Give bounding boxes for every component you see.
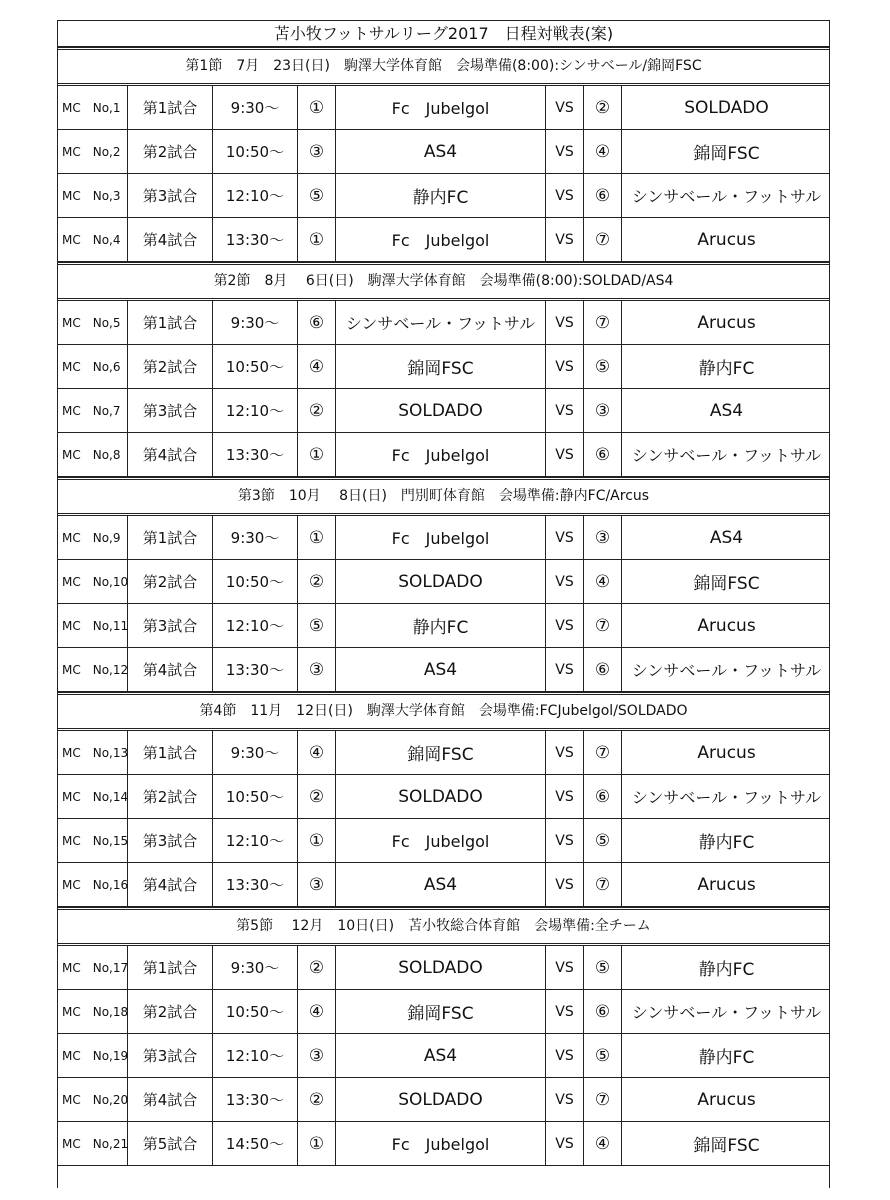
kickoff-time: 9:30〜: [213, 946, 298, 989]
home-team-number: ②: [298, 775, 336, 818]
schedule-sheet: [57, 20, 830, 1188]
away-team-name: シンサベール・フットサル: [631, 187, 822, 206]
away-team-name: シンサベール・フットサル: [631, 446, 822, 465]
kickoff-time: 13:30〜: [213, 1078, 298, 1121]
home-team-name: Fc Jubelgol: [336, 218, 546, 261]
away-team-name: Arucus: [697, 874, 756, 895]
match-row: [58, 345, 829, 389]
kickoff-time: 9:30〜: [213, 731, 298, 774]
away-team-name: 錦岡FSC: [693, 574, 760, 594]
home-team-name: AS4: [336, 863, 546, 906]
away-team-number: ③: [584, 516, 622, 559]
kickoff-time: 9:30〜: [213, 516, 298, 559]
versus-label: VS: [546, 863, 584, 906]
away-team-name: 静内FC: [698, 359, 755, 379]
home-team-number: ②: [298, 1078, 336, 1121]
away-team-name: Arucus: [697, 229, 756, 250]
away-team-name: シンサベール・フットサル: [631, 788, 822, 807]
section-header-1: 第1節 7月 23日(日) 駒澤大学体育館 会場準備(8:00):シンサベール/錦岡FSC: [58, 47, 829, 86]
versus-label: VS: [546, 1034, 584, 1077]
kickoff-time: 10:50〜: [213, 775, 298, 818]
away-team-number: ⑦: [584, 301, 622, 344]
home-team-name: 静内FC: [336, 604, 546, 647]
away-team-number: ⑦: [584, 604, 622, 647]
versus-label: VS: [546, 819, 584, 862]
home-team-name: Fc Jubelgol: [336, 819, 546, 862]
kickoff-time: 10:50〜: [213, 345, 298, 388]
away-team-number: ⑤: [584, 819, 622, 862]
versus-label: VS: [546, 218, 584, 261]
away-team-number: ⑥: [584, 990, 622, 1033]
game-label: 第1試合: [128, 301, 213, 344]
home-team-name: Fc Jubelgol: [336, 86, 546, 129]
section-header-5: 第5節 12月 10日(日) 苫小牧総合体育館 会場準備:全チーム: [58, 907, 829, 946]
away-team-name: 錦岡FSC: [693, 1136, 760, 1156]
match-row: [58, 946, 829, 990]
versus-label: VS: [546, 731, 584, 774]
away-team-name: AS4: [709, 400, 744, 421]
home-team-number: ③: [298, 648, 336, 691]
away-team-number: ⑤: [584, 1034, 622, 1077]
home-team-name: SOLDADO: [336, 389, 546, 432]
match-number: MC No,11: [58, 604, 128, 647]
match-row: [58, 301, 829, 345]
match-number: MC No,3: [58, 174, 128, 217]
home-team-number: ⑤: [298, 604, 336, 647]
away-team-number: ⑦: [584, 863, 622, 906]
kickoff-time: 12:10〜: [213, 604, 298, 647]
away-team-number: ②: [584, 86, 622, 129]
home-team-name: SOLDADO: [336, 560, 546, 603]
kickoff-time: 13:30〜: [213, 433, 298, 476]
versus-label: VS: [546, 648, 584, 691]
game-label: 第3試合: [128, 1034, 213, 1077]
game-label: 第2試合: [128, 345, 213, 388]
match-row: [58, 130, 829, 174]
home-team-number: ③: [298, 130, 336, 173]
away-team-number: ⑥: [584, 174, 622, 217]
versus-label: VS: [546, 433, 584, 476]
home-team-name: AS4: [336, 648, 546, 691]
game-label: 第4試合: [128, 863, 213, 906]
home-team-name: SOLDADO: [336, 1078, 546, 1121]
away-team-name: AS4: [709, 527, 744, 548]
away-team-number: ⑥: [584, 433, 622, 476]
home-team-number: ②: [298, 946, 336, 989]
away-team-number: ③: [584, 389, 622, 432]
match-row: [58, 863, 829, 907]
away-team-number: ⑦: [584, 218, 622, 261]
away-team-name: Arucus: [697, 615, 756, 636]
versus-label: VS: [546, 174, 584, 217]
match-number: MC No,7: [58, 389, 128, 432]
section-header-4: 第4節 11月 12日(日) 駒澤大学体育館 会場準備:FCJubelgol/SOLDADO: [58, 692, 829, 731]
game-label: 第4試合: [128, 1078, 213, 1121]
match-number: MC No,15: [58, 819, 128, 862]
game-label: 第1試合: [128, 946, 213, 989]
home-team-name: Fc Jubelgol: [336, 1122, 546, 1165]
away-team-name: SOLDADO: [684, 97, 769, 118]
match-number: MC No,4: [58, 218, 128, 261]
home-team-number: ①: [298, 433, 336, 476]
home-team-name: SOLDADO: [336, 775, 546, 818]
away-team-name: Arucus: [697, 312, 756, 333]
home-team-number: ④: [298, 345, 336, 388]
kickoff-time: 12:10〜: [213, 819, 298, 862]
versus-label: VS: [546, 86, 584, 129]
match-number: MC No,16: [58, 863, 128, 906]
match-number: MC No,8: [58, 433, 128, 476]
versus-label: VS: [546, 389, 584, 432]
home-team-name: Fc Jubelgol: [336, 516, 546, 559]
match-row: [58, 819, 829, 863]
home-team-number: ③: [298, 1034, 336, 1077]
away-team-number: ⑥: [584, 775, 622, 818]
versus-label: VS: [546, 1122, 584, 1165]
versus-label: VS: [546, 1078, 584, 1121]
game-label: 第3試合: [128, 819, 213, 862]
home-team-number: ③: [298, 863, 336, 906]
home-team-name: AS4: [336, 130, 546, 173]
home-team-number: ①: [298, 86, 336, 129]
versus-label: VS: [546, 130, 584, 173]
home-team-number: ④: [298, 990, 336, 1033]
game-label: 第1試合: [128, 731, 213, 774]
game-label: 第4試合: [128, 648, 213, 691]
match-number: MC No,9: [58, 516, 128, 559]
versus-label: VS: [546, 516, 584, 559]
home-team-name: AS4: [336, 1034, 546, 1077]
versus-label: VS: [546, 560, 584, 603]
versus-label: VS: [546, 990, 584, 1033]
kickoff-time: 12:10〜: [213, 174, 298, 217]
match-number: MC No,13: [58, 731, 128, 774]
match-row: [58, 648, 829, 692]
home-team-name: Fc Jubelgol: [336, 433, 546, 476]
match-number: MC No,21: [58, 1122, 128, 1165]
game-label: 第1試合: [128, 516, 213, 559]
away-team-name: 静内FC: [698, 960, 755, 980]
match-row: [58, 433, 829, 477]
away-team-number: ⑦: [584, 1078, 622, 1121]
kickoff-time: 9:30〜: [213, 301, 298, 344]
match-number: MC No,20: [58, 1078, 128, 1121]
match-row: [58, 1034, 829, 1078]
game-label: 第3試合: [128, 604, 213, 647]
home-team-name: SOLDADO: [336, 946, 546, 989]
away-team-number: ④: [584, 1122, 622, 1165]
home-team-number: ②: [298, 389, 336, 432]
match-row: [58, 1078, 829, 1122]
away-team-number: ⑤: [584, 946, 622, 989]
match-number: MC No,18: [58, 990, 128, 1033]
match-row: [58, 86, 829, 130]
page-title: 苫小牧フットサルリーグ2017 日程対戦表(案): [58, 20, 829, 47]
game-label: 第3試合: [128, 174, 213, 217]
match-row: [58, 990, 829, 1034]
away-team-number: ⑦: [584, 731, 622, 774]
home-team-number: ①: [298, 1122, 336, 1165]
home-team-number: ②: [298, 560, 336, 603]
match-row: [58, 775, 829, 819]
away-team-name: 静内FC: [698, 833, 755, 853]
versus-label: VS: [546, 301, 584, 344]
kickoff-time: 14:50〜: [213, 1122, 298, 1165]
kickoff-time: 13:30〜: [213, 218, 298, 261]
away-team-number: ④: [584, 560, 622, 603]
away-team-name: Arucus: [697, 742, 756, 763]
home-team-number: ⑥: [298, 301, 336, 344]
game-label: 第2試合: [128, 130, 213, 173]
away-team-name: 静内FC: [698, 1048, 755, 1068]
match-row: [58, 174, 829, 218]
home-team-number: ④: [298, 731, 336, 774]
game-label: 第2試合: [128, 775, 213, 818]
home-team-number: ①: [298, 819, 336, 862]
match-row: [58, 218, 829, 262]
match-row: [58, 1122, 829, 1166]
match-row: [58, 560, 829, 604]
match-number: MC No,1: [58, 86, 128, 129]
game-label: 第4試合: [128, 218, 213, 261]
home-team-name: 錦岡FSC: [336, 731, 546, 774]
match-number: MC No,2: [58, 130, 128, 173]
kickoff-time: 12:10〜: [213, 1034, 298, 1077]
versus-label: VS: [546, 604, 584, 647]
match-number: MC No,19: [58, 1034, 128, 1077]
home-team-name: シンサベール・フットサル: [336, 301, 546, 344]
match-number: MC No,10: [58, 560, 128, 603]
home-team-name: 錦岡FSC: [336, 345, 546, 388]
away-team-name: 錦岡FSC: [693, 144, 760, 164]
versus-label: VS: [546, 946, 584, 989]
away-team-number: ⑥: [584, 648, 622, 691]
home-team-name: 静内FC: [336, 174, 546, 217]
match-row: [58, 731, 829, 775]
away-team-number: ④: [584, 130, 622, 173]
home-team-number: ①: [298, 218, 336, 261]
game-label: 第4試合: [128, 433, 213, 476]
match-number: MC No,17: [58, 946, 128, 989]
section-header-3: 第3節 10月 8日(日) 門別町体育館 会場準備:静内FC/Arcus: [58, 477, 829, 516]
home-team-number: ①: [298, 516, 336, 559]
game-label: 第2試合: [128, 990, 213, 1033]
game-label: 第3試合: [128, 389, 213, 432]
match-number: MC No,12: [58, 648, 128, 691]
game-label: 第5試合: [128, 1122, 213, 1165]
section-header-2: 第2節 8月 6日(日) 駒澤大学体育館 会場準備(8:00):SOLDAD/AS4: [58, 262, 829, 301]
away-team-name: シンサベール・フットサル: [631, 1003, 822, 1022]
match-row: [58, 604, 829, 648]
kickoff-time: 9:30〜: [213, 86, 298, 129]
match-row: [58, 389, 829, 433]
kickoff-time: 12:10〜: [213, 389, 298, 432]
versus-label: VS: [546, 345, 584, 388]
away-team-number: ⑤: [584, 345, 622, 388]
home-team-name: 錦岡FSC: [336, 990, 546, 1033]
kickoff-time: 10:50〜: [213, 130, 298, 173]
kickoff-time: 10:50〜: [213, 560, 298, 603]
game-label: 第1試合: [128, 86, 213, 129]
kickoff-time: 13:30〜: [213, 863, 298, 906]
home-team-number: ⑤: [298, 174, 336, 217]
game-label: 第2試合: [128, 560, 213, 603]
kickoff-time: 13:30〜: [213, 648, 298, 691]
match-number: MC No,14: [58, 775, 128, 818]
away-team-name: シンサベール・フットサル: [631, 661, 822, 680]
match-row: [58, 516, 829, 560]
match-number: MC No,6: [58, 345, 128, 388]
away-team-name: Arucus: [697, 1089, 756, 1110]
match-number: MC No,5: [58, 301, 128, 344]
versus-label: VS: [546, 775, 584, 818]
kickoff-time: 10:50〜: [213, 990, 298, 1033]
